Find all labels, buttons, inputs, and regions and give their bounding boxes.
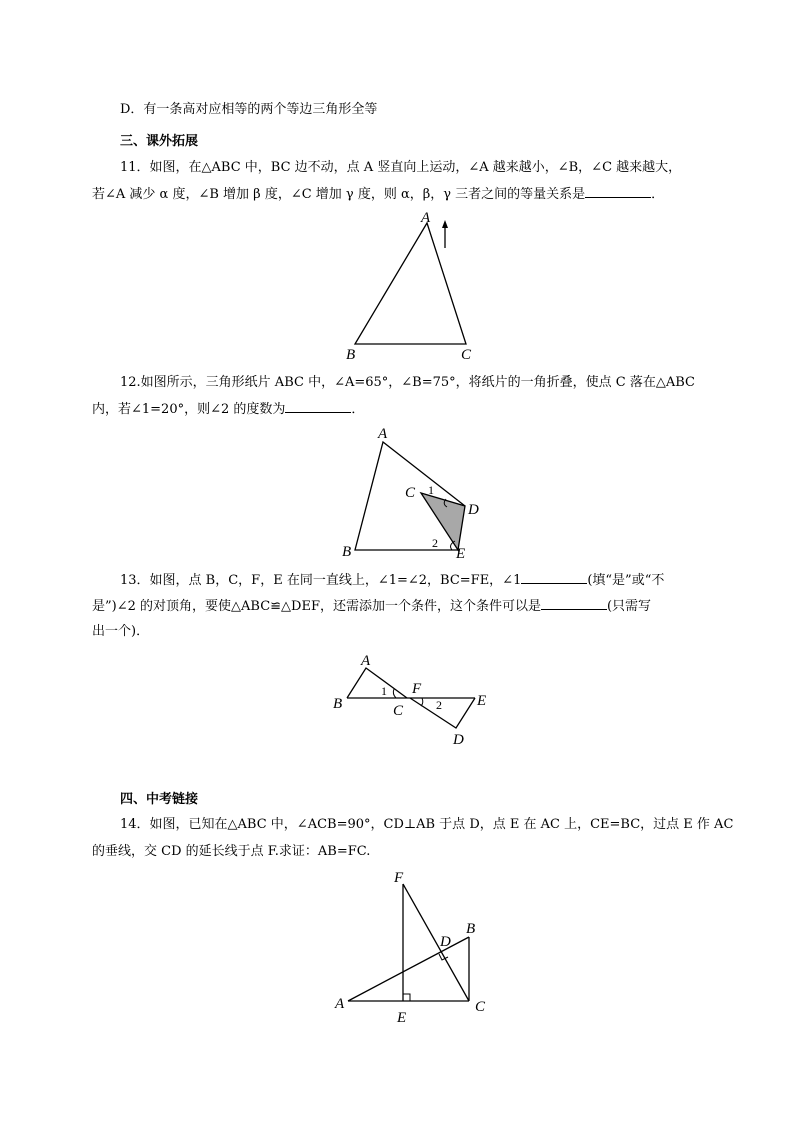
q13-line2-end: (只需写 [606,599,652,614]
section-4-heading: 四、中考链接 [120,792,199,807]
q11-label-a: A [421,210,431,226]
q14-right-angle-e [403,994,410,1001]
q14-label-e: E [397,1010,407,1026]
q13-label-a: A [361,653,371,669]
q13-line2-text: 是”)∠2 的对顶角，要使△ABC≌△DEF，还需添加一个条件，这个条件可以是 [92,599,541,614]
q12-label-c: C [405,485,416,501]
q13-line1-text: 13．如图，点 B，C，F，E 在同一直线上，∠1=∠2，BC=FE，∠1 [120,573,522,588]
q14-label-f: F [394,870,404,886]
q13-label-c: C [393,703,404,719]
q11-line2-end: ． [651,187,665,202]
q12-line2-end: ． [351,402,365,417]
option-d: D．有一条高对应相等的两个等边三角形全等 [120,102,378,117]
q13-line1-end: (填“是”或“不 [587,573,665,588]
q14-line2: 的垂线，交 CD 的延长线于点 F.求证：AB=FC. [92,844,371,859]
q11-label-b: B [346,347,356,363]
q13-label-e: E [477,693,487,709]
q13-label-d: D [453,732,464,748]
q13-angle-2-label: 2 [436,698,442,712]
q13-label-b: B [333,696,343,712]
q12-line2-text: 内，若∠1=20°，则∠2 的度数为 [92,402,286,417]
q11-line1: 11．如图，在△ABC 中，BC 边不动，点 A 竖直向上运动，∠A 越来越小，∠B，∠C 越来越大， [120,160,682,175]
q13-angle-1-label: 1 [381,684,387,698]
section-3-heading: 三、课外拓展 [120,134,199,149]
q14-line1: 14．如图，已知在△ABC 中，∠ACB=90°，CD⊥AB 于点 D，点 E 在 AC 上，CE=BC，过点 E 作 AC [120,817,734,832]
q14-label-d: D [440,934,451,950]
q12-label-a: A [378,426,388,442]
q14-label-b: B [466,921,476,937]
q14-label-c: C [475,999,486,1015]
q12-angle-2-label: 2 [432,536,438,550]
q14-label-a: A [335,996,345,1012]
q11-label-c: C [461,347,472,363]
q12-line1: 12.如图所示，三角形纸片 ABC 中，∠A=65°，∠B=75°，将纸片的一角折叠，使点 C 落在△ABC [120,375,696,390]
q12-angle-1-label: 1 [428,483,434,497]
q13-line3: 出一个)． [92,624,150,639]
q12-label-d: D [468,502,479,518]
q12-label-e: E [456,546,466,562]
q13-label-f: F [412,681,422,697]
q11-line2-text: 若∠A 减少 α 度，∠B 增加 β 度，∠C 增加 γ 度，则 α，β，γ 三者之间的等量关系是 [92,187,586,202]
q12-label-b: B [342,544,352,560]
